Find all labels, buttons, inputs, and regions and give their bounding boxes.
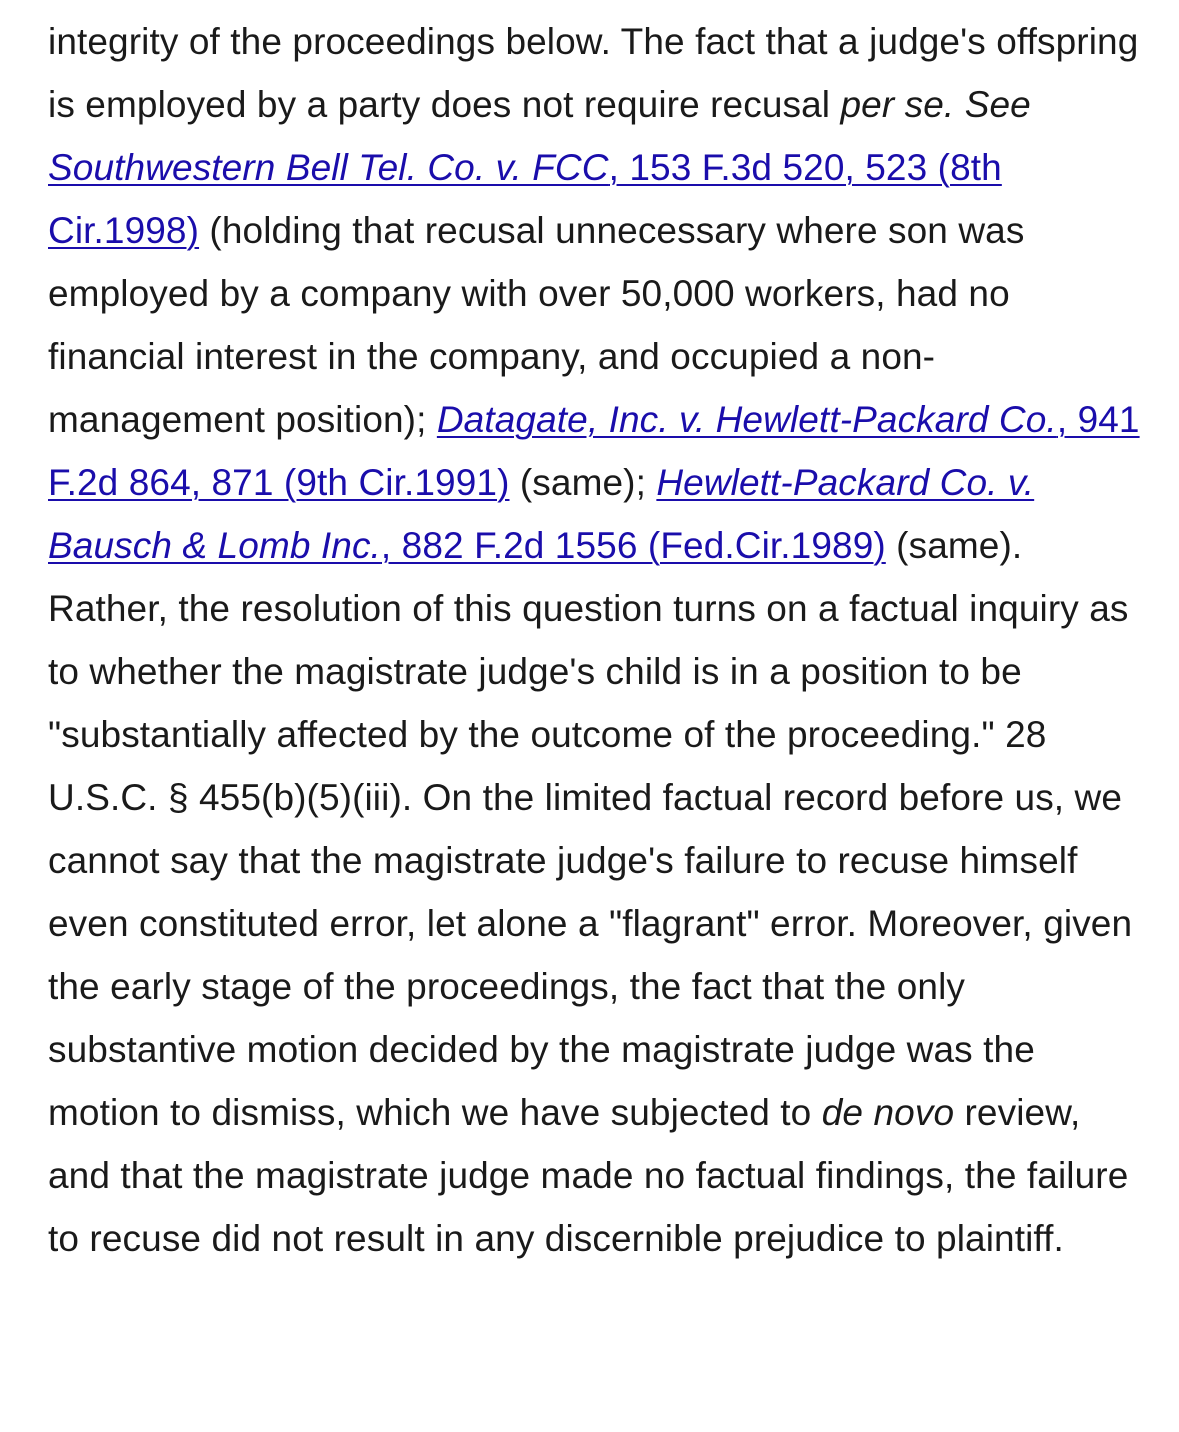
citation-case-name: Southwestern Bell Tel. Co. v. FCC: [48, 147, 609, 188]
citation-reporter: , 882 F.2d 1556 (Fed.Cir.1989): [380, 525, 886, 566]
opinion-text-3: (holding that recusal unnecessary where son was employed by a company with over 50,000 workers, had no financial interest in the company, and occupied a non-management position);: [48, 210, 1025, 440]
citation-case-name: Datagate, Inc. v. Hewlett-Packard Co.: [436, 399, 1057, 440]
opinion-text-4: (same);: [509, 462, 657, 503]
opinion-text-5: (same). Rather, the resolution of this question turns on a factual inquiry as to whether the magistrate judge's child is in a position to be "substantially affected by the outcome of the proceeding." 28 U.S.C. § 455(b)(5)(iii). On the limited factual record before us, we cannot say that the magistrate judge's failure to recuse himself even constituted error, let alone a "flagrant" error. Moreover, given the early stage of the proceedings, the fact that the only substantive motion decided by the magistrate judge was the motion to dismiss, which we have subjected to: [48, 525, 1133, 1133]
per-se-signal: per se. See: [840, 84, 1031, 125]
citation-reporter: , 153 F.3d 520, 523 (8th Cir.1998): [48, 147, 1002, 251]
opinion-text-6: review, and that the magistrate judge made no factual findings, the failure to recuse did not result in any discernible prejudice to plaintiff.: [48, 1092, 1129, 1259]
opinion-body: [48, 10, 1143, 1270]
opinion-text-1: integrity of the proceedings below. The fact that a judge's offspring is employed by a party does not require recusal: [48, 21, 1139, 125]
citation-reporter: , 941 F.2d 864, 871 (9th Cir.1991): [48, 399, 1140, 503]
de-novo-term: de novo: [821, 1092, 955, 1133]
citation-case-name: Hewlett-Packard Co. v. Bausch & Lomb Inc.: [48, 462, 1035, 566]
opinion-paragraph: [48, 10, 1143, 1270]
